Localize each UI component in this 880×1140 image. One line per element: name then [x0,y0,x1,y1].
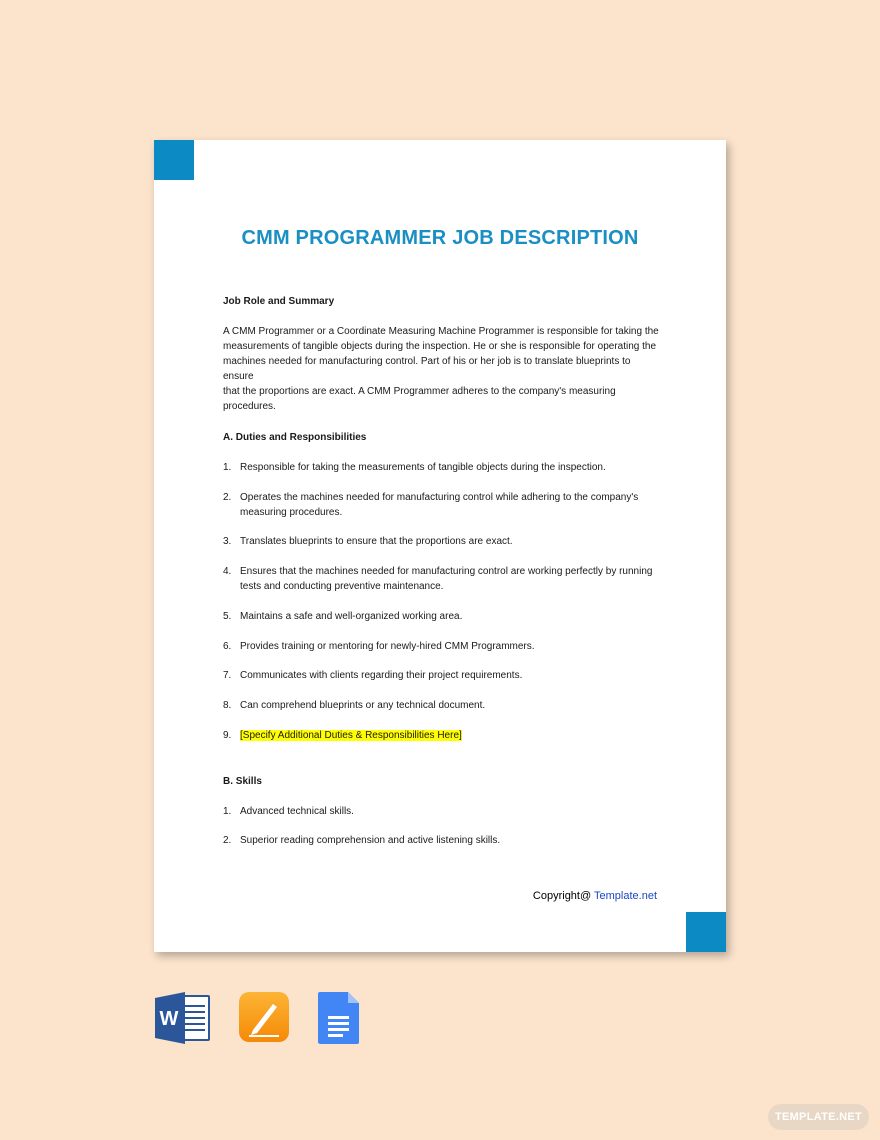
summary-line: A CMM Programmer or a Coordinate Measuring Machine Programmer is responsible for taking the [223,326,659,337]
skill-text: Advanced technical skills. [240,806,354,817]
duty-text: tests and conducting preventive maintenance. [240,581,444,592]
word-icon[interactable] [155,992,211,1049]
google-docs-icon[interactable] [318,992,360,1049]
list-number: 8. [223,700,232,711]
svg-text:W: W [159,1008,179,1030]
copyright-notice [533,890,657,902]
summary-paragraph [223,324,663,414]
pages-icon[interactable] [239,992,291,1049]
summary-heading: Job Role and Summary [223,296,335,307]
duty-text: Operates the machines needed for manufacturing control while adhering to the company's [240,492,639,503]
summary-line: machines needed for manufacturing control. Part of his or her job is to translate blueprints to ensure [223,356,631,382]
list-number: 7. [223,670,232,681]
list-number: 2. [223,492,232,503]
skill-text: Superior reading comprehension and active listening skills. [240,835,501,846]
summary-line: measurements of tangible objects during the inspection. He or she is responsible for operating the [223,341,657,352]
duty-text: Responsible for taking the measurements of tangible objects during the inspection. [240,462,606,473]
list-number: 3. [223,536,232,547]
placeholder-highlight[interactable]: [Specify Additional Duties & Responsibilities Here] [240,730,462,741]
copyright-prefix: Copyright@ [532,890,595,902]
duty-text: Maintains a safe and well-organized working area. [240,611,463,622]
document-title: CMM PROGRAMMER JOB DESCRIPTION [241,227,639,249]
list-number: 5. [223,611,232,622]
duty-text: Ensures that the machines needed for manufacturing control are working perfectly by running [240,566,653,577]
list-number: 1. [223,806,232,817]
document-page [154,140,726,952]
list-number: 4. [223,566,232,577]
duty-text: Provides training or mentoring for newly-hired CMM Programmers. [240,641,535,652]
skills-heading: B. Skills [223,776,262,787]
summary-line: that the proportions are exact. A CMM Programmer adheres to the company's measuring [223,386,616,397]
list-number: 9. [223,730,232,741]
duty-text: measuring procedures. [240,507,343,518]
duty-text: Communicates with clients regarding their project requirements. [240,670,523,681]
duty-text: Can comprehend blueprints or any technical document. [240,700,486,711]
corner-decoration-top-left [154,140,194,180]
template-net-badge[interactable]: TEMPLATE.NET [768,1104,869,1130]
duty-text: Translates blueprints to ensure that the proportions are exact. [240,536,513,547]
list-number: 2. [223,835,232,846]
list-number: 1. [223,462,232,473]
list-number: 6. [223,641,232,652]
template-net-link[interactable]: Template.net [594,890,657,902]
summary-line: procedures. [223,401,276,412]
duties-heading: A. Duties and Responsibilities [223,432,367,443]
corner-decoration-bottom-right [686,912,726,952]
